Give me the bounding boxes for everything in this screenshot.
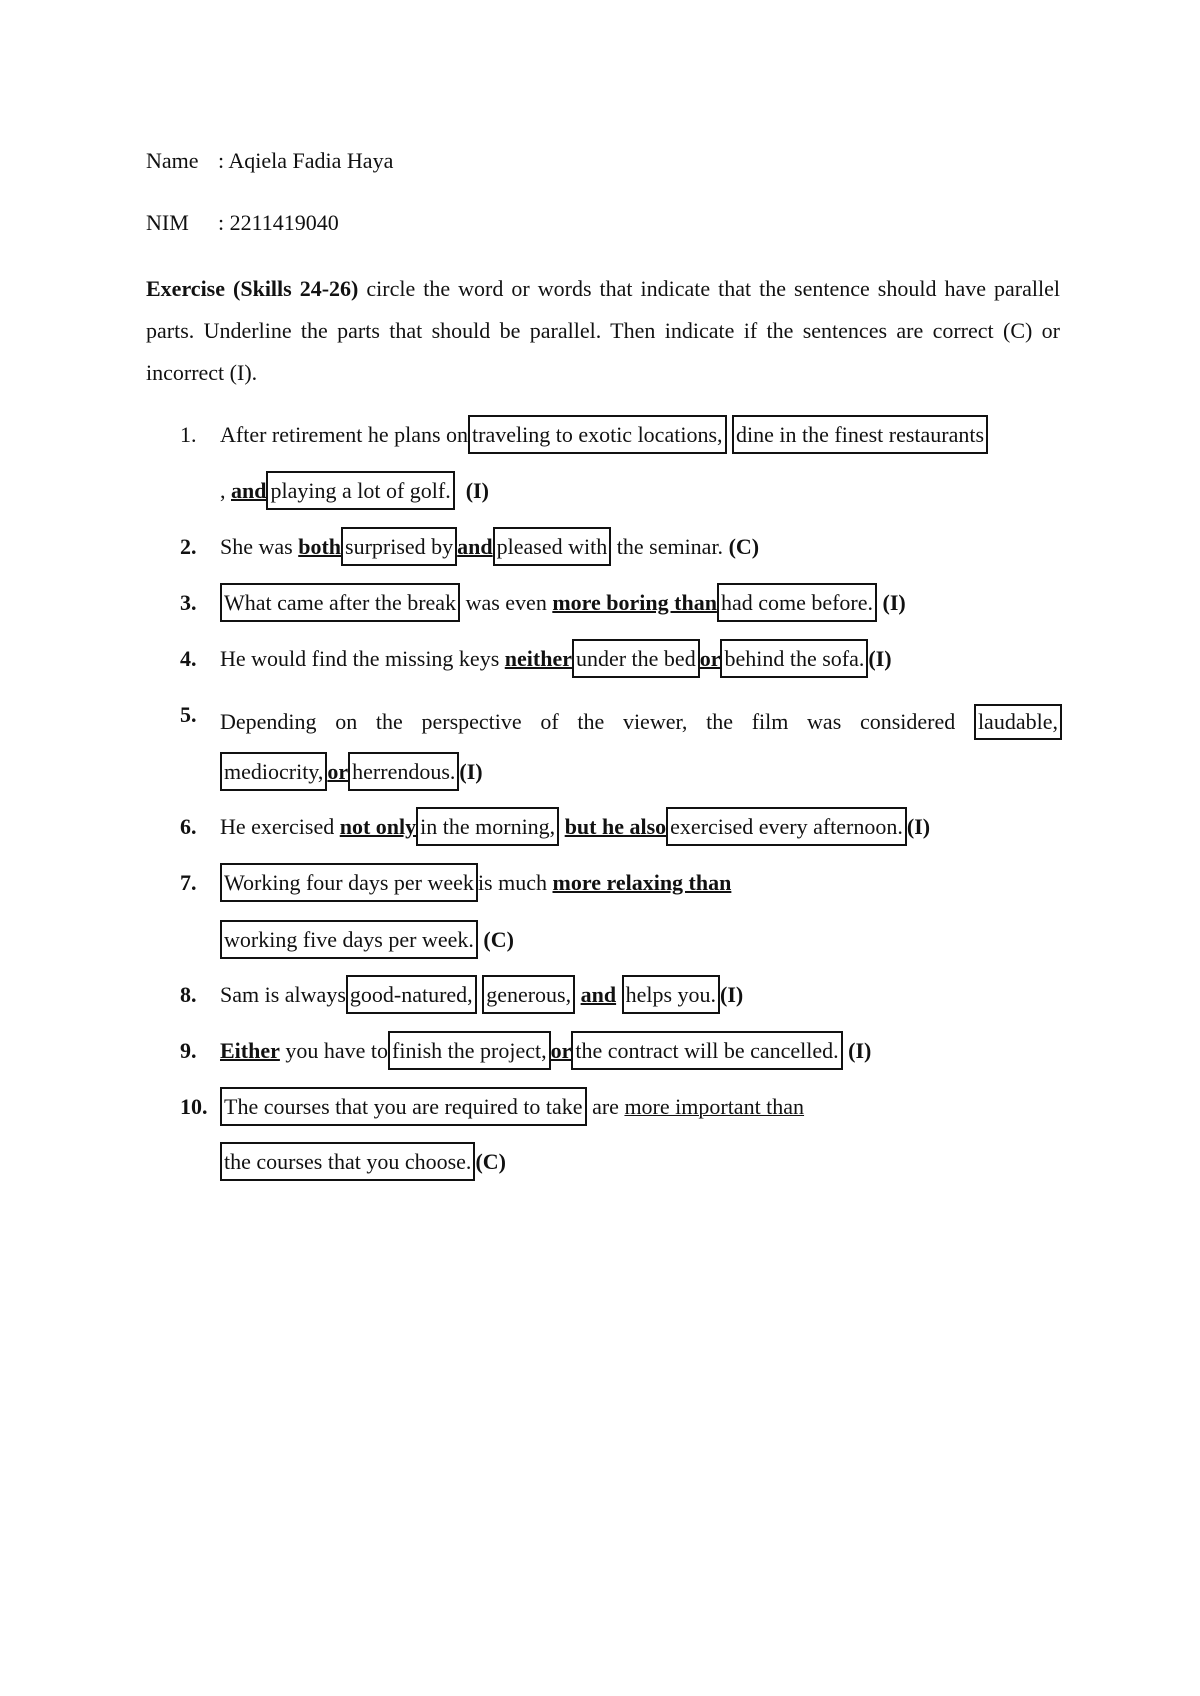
item-10-text: are — [592, 1094, 619, 1119]
parallel-part-box: What came after the break — [220, 583, 460, 622]
item-9-line — [220, 1040, 871, 1062]
item-5-word: on — [335, 709, 358, 734]
parallel-part-box: the contract will be cancelled. — [571, 1031, 842, 1070]
answer-mark: (I) — [882, 590, 906, 615]
answer-mark: (I) — [465, 478, 489, 503]
connector-word: but he also — [564, 814, 667, 839]
parallel-part-box: generous, — [482, 975, 575, 1014]
connector-word: or — [699, 646, 721, 671]
connector-word: both — [298, 534, 342, 559]
nim-label: NIM — [146, 210, 189, 235]
item-6-text: He exercised — [220, 814, 335, 839]
item-5-line-1 — [220, 704, 1062, 740]
parallel-part-box: working five days per week. — [220, 920, 478, 959]
item-number: 4. — [180, 646, 197, 671]
item-5-word: considered — [859, 709, 956, 734]
item-4-line — [220, 648, 892, 670]
parallel-part-box: the courses that you choose. — [220, 1142, 475, 1181]
answer-mark: (C) — [728, 534, 760, 559]
item-5-line-2 — [220, 761, 483, 783]
item-6-line — [220, 816, 930, 838]
answer-mark: (C) — [483, 927, 514, 952]
parallel-part-box: had come before. — [717, 583, 877, 622]
item-3-text: was even — [465, 590, 547, 615]
item-7-line-2 — [220, 929, 514, 951]
item-9-text: you have to — [285, 1038, 389, 1063]
exercise-text: circle the word or words that indicate that the sentence should have parallel parts. Underline the parts that should be parallel. Then indicate if the sentences are correct (C) or incorrect (I). — [146, 276, 1060, 385]
parallel-part-box: behind the sofa. — [720, 639, 868, 678]
item-3-line — [220, 592, 906, 614]
parallel-part-box: traveling to exotic locations, — [468, 415, 727, 454]
item-2-line — [220, 536, 759, 558]
exercise-instructions — [146, 268, 1060, 394]
item-5-word: of — [540, 709, 559, 734]
parallel-part-box: in the morning, — [416, 807, 559, 846]
item-2-text: the seminar. — [616, 534, 724, 559]
parallel-part-box: pleased with — [493, 527, 612, 566]
parallel-part-box: Working four days per week — [220, 863, 478, 902]
item-number: 7. — [180, 870, 197, 895]
name-label: Name — [146, 148, 199, 173]
item-5-word: viewer, — [622, 709, 688, 734]
connector-word: neither — [504, 646, 572, 671]
item-number: 5. — [180, 702, 197, 727]
item-8-text: Sam is always — [220, 982, 346, 1007]
item-number: 10. — [180, 1094, 208, 1119]
parallel-part-box: dine in the finest restaurants — [732, 415, 988, 454]
parallel-part-box: finish the project, — [388, 1031, 551, 1070]
item-5-word: the — [577, 709, 605, 734]
item-2-text: She was — [220, 534, 293, 559]
answer-mark: (C) — [475, 1149, 506, 1174]
parallel-part-box: laudable, — [974, 704, 1062, 740]
item-5-word: the — [375, 709, 403, 734]
item-10-line-2 — [220, 1151, 506, 1173]
item-7-text: is much — [477, 870, 547, 895]
item-5-word: film — [751, 709, 789, 734]
item-1-text: , — [220, 478, 226, 503]
connector-word: and — [231, 478, 267, 503]
parallel-part-box: mediocrity, — [220, 752, 327, 791]
item-10-line-1 — [220, 1096, 804, 1118]
item-number: 3. — [180, 590, 197, 615]
item-4-text: He would find the missing keys — [220, 646, 500, 671]
connector-word: or — [327, 759, 349, 784]
answer-mark: (I) — [459, 759, 483, 784]
item-1-text: After retirement he plans on — [220, 422, 469, 447]
item-5-word: was — [807, 709, 842, 734]
parallel-part-box: exercised every afternoon. — [666, 807, 907, 846]
connector-word: and — [580, 982, 617, 1007]
nim-value: : 2211419040 — [218, 210, 339, 235]
answer-mark: (I) — [848, 1038, 872, 1063]
parallel-part-box: The courses that you are required to take — [220, 1087, 587, 1126]
answer-mark: (I) — [868, 646, 892, 671]
item-1-line-1 — [220, 424, 988, 446]
parallel-part-box: helps you. — [622, 975, 720, 1014]
connector-word: more boring than — [552, 590, 717, 615]
connector-word: and — [457, 534, 493, 559]
item-5-word: perspective — [421, 709, 522, 734]
nim-line — [146, 212, 339, 234]
exercise-title: Exercise (Skills 24-26) — [146, 276, 359, 301]
item-number: 6. — [180, 814, 197, 839]
item-7-line-1 — [220, 872, 731, 894]
item-8-line — [220, 984, 743, 1006]
name-value: : Aqiela Fadia Haya — [218, 148, 394, 173]
item-5-word: Depending — [220, 709, 317, 734]
parallel-part-box: good-natured, — [346, 975, 477, 1014]
parallel-part-box: playing a lot of golf. — [266, 471, 454, 510]
item-number: 9. — [180, 1038, 197, 1063]
parallel-part-box: under the bed — [572, 639, 700, 678]
parallel-part-box: surprised by — [341, 527, 457, 566]
item-1-line-2 — [220, 480, 489, 502]
item-number: 1. — [180, 422, 197, 447]
answer-mark: (I) — [720, 982, 744, 1007]
name-line — [146, 150, 393, 172]
connector-word: or — [550, 1038, 572, 1063]
item-number: 8. — [180, 982, 197, 1007]
connector-word: more important than — [624, 1094, 805, 1119]
connector-word: not only — [339, 814, 417, 839]
connector-word: Either — [220, 1038, 280, 1063]
item-number: 2. — [180, 534, 197, 559]
answer-mark: (I) — [906, 814, 931, 839]
parallel-part-box: herrendous. — [348, 752, 459, 791]
item-5-word: the — [706, 709, 733, 734]
connector-word: more relaxing than — [552, 870, 732, 895]
